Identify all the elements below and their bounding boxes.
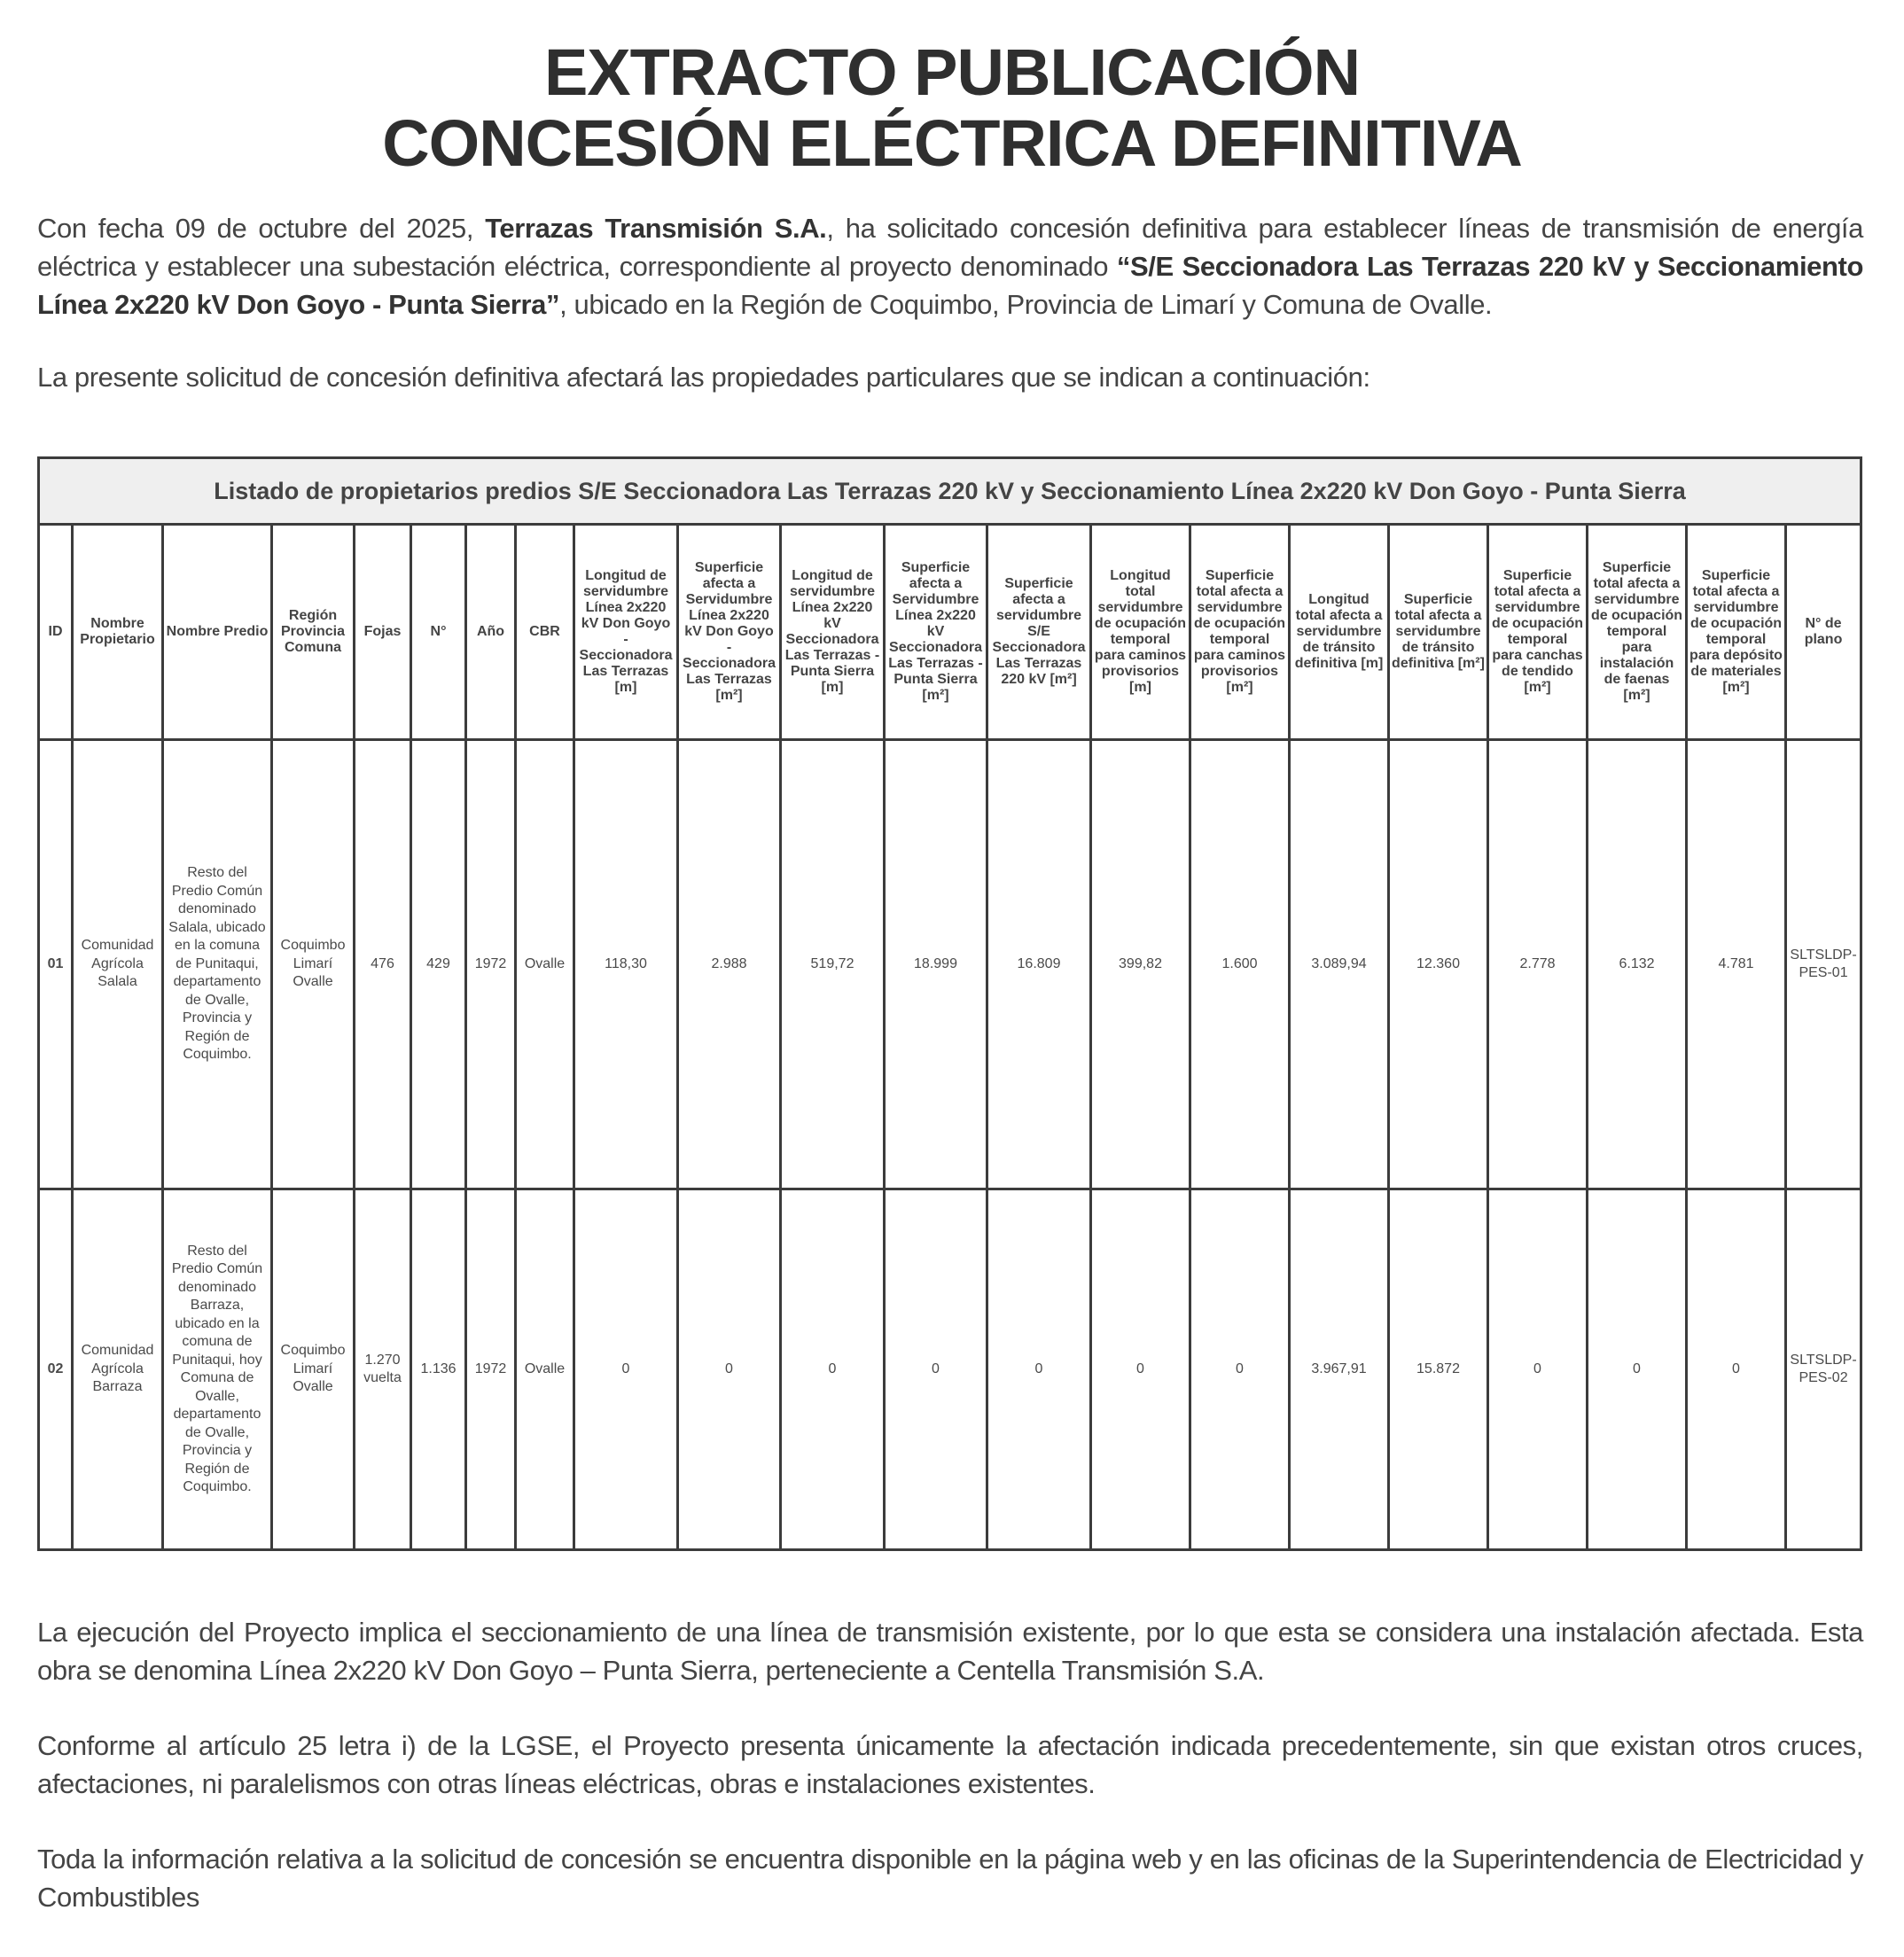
cell-fojas: 476: [355, 740, 411, 1189]
col-header-cbr: CBR: [516, 525, 574, 740]
col-header-propietario: Nombre Propietario: [73, 525, 163, 740]
cell-c3: 0: [781, 1189, 885, 1550]
closing-paragraph-2: Conforme al artículo 25 letra i) de la LGSE, el Proyecto presenta únicamente la afectación indicada precedentemente, sin que existan otros cruces, afectaciones, ni paralelismos con otras líneas eléctricas, obras e instalaciones existentes.: [37, 1730, 1863, 1799]
cell-fojas: 1.270 vuelta: [355, 1189, 411, 1550]
col-header-predio: Nombre Predio: [163, 525, 272, 740]
cell-c7: 1.600: [1190, 740, 1290, 1189]
cell-c4: 18.999: [885, 740, 987, 1189]
table-header-row: [39, 525, 1861, 740]
cell-c6: 399,82: [1091, 740, 1190, 1189]
cell-propietario: Comunidad Agrícola Salala: [73, 740, 163, 1189]
cell-c10: 0: [1488, 1189, 1588, 1550]
col-header-c1: Longitud de servidumbre Línea 2x220 kV Don Goyo - Seccionadora Las Terrazas [m]: [574, 525, 678, 740]
owners-table-wrapper: [37, 456, 1860, 1551]
col-header-c12: Superficie total afecta a servidumbre de ocupación temporal para depósito de materiales [m²]: [1687, 525, 1786, 740]
col-header-c8: Longitud total afecta a servidumbre de tránsito definitiva [m]: [1290, 525, 1389, 740]
cell-c5: 0: [987, 1189, 1091, 1550]
owners-table: [37, 456, 1862, 1551]
company-name: Terrazas Transmisión S.A.: [485, 213, 827, 244]
cell-c7: 0: [1190, 1189, 1290, 1550]
intro-text-1: Con fecha 09 de octubre del 2025,: [37, 213, 486, 244]
table-caption: Listado de propietarios predios S/E Seccionadora Las Terrazas 220 kV y Seccionamiento Línea 2x220 kV Don Goyo - Punta Sierra: [39, 458, 1861, 525]
cell-c9: 12.360: [1389, 740, 1488, 1189]
page-title: [0, 37, 1904, 179]
col-header-numero: N°: [411, 525, 466, 740]
cell-c8: 3.089,94: [1290, 740, 1389, 1189]
cell-c6: 0: [1091, 1189, 1190, 1550]
col-header-c3: Longitud de servidumbre Línea 2x220 kV Seccionadora Las Terrazas - Punta Sierra [m]: [781, 525, 885, 740]
col-header-fojas: Fojas: [355, 525, 411, 740]
cell-c12: 4.781: [1687, 740, 1786, 1189]
cell-ubicacion: Coquimbo Limarí Ovalle: [272, 1189, 355, 1550]
cell-predio: Resto del Predio Común denominado Salala, ubicado en la comuna de Punitaqui, departamento de Ovalle, Provincia y Región de Coquimbo.: [163, 740, 272, 1189]
title-line-2: CONCESIÓN ELÉCTRICA DEFINITIVA: [382, 106, 1522, 180]
cell-plano: SLTSLDP-PES-02: [1786, 1189, 1861, 1550]
cell-c8: 3.967,91: [1290, 1189, 1389, 1550]
cell-c9: 15.872: [1389, 1189, 1488, 1550]
col-header-c2: Superficie afecta a Servidumbre Línea 2x220 kV Don Goyo - Seccionadora Las Terrazas [m²]: [678, 525, 781, 740]
cell-numero: 429: [411, 740, 466, 1189]
intro-text-2: , ha solicitado concesión definitiva para establecer líneas de transmisión de energía eléctrica y establecer una subestación eléctrica, correspondiente al proyecto denominado: [37, 213, 1863, 282]
table-row: [39, 740, 1861, 1189]
intro-text-3: , ubicado en la Región de Coquimbo, Provincia de Limarí y Comuna de Ovalle.: [559, 289, 1493, 320]
col-header-anio: Año: [466, 525, 516, 740]
cell-c11: 0: [1588, 1189, 1687, 1550]
cell-c11: 6.132: [1588, 740, 1687, 1189]
col-header-c5: Superficie afecta a servidumbre S/E Seccionadora Las Terrazas 220 kV [m²]: [987, 525, 1091, 740]
closing-paragraph-1: La ejecución del Proyecto implica el seccionamiento de una línea de transmisión existente, por lo que esta se considera una instalación afectada. Esta obra se denomina Línea 2x220 kV Don Goyo – Punta Sierra, perteneciente a Centella Transmisión S.A.: [37, 1617, 1863, 1686]
col-header-c6: Longitud total servidumbre de ocupación temporal para caminos provisorios [m]: [1091, 525, 1190, 740]
cell-predio: Resto del Predio Común denominado Barraza, ubicado en la comuna de Punitaqui, hoy Comuna de Ovalle, departamento de Ovalle, Provincia y Región de Coquimbo.: [163, 1189, 272, 1550]
col-header-plano: N° de plano: [1786, 525, 1861, 740]
cell-c10: 2.778: [1488, 740, 1588, 1189]
closing-paragraph-3: Toda la información relativa a la solicitud de concesión se encuentra disponible en la página web y en las oficinas de la Superintendencia de Electricidad y Combustibles: [37, 1844, 1863, 1913]
lead-in-paragraph: La presente solicitud de concesión definitiva afectará las propiedades particulares que se indican a continuación:: [37, 362, 1370, 393]
col-header-c7: Superficie total afecta a servidumbre de ocupación temporal para caminos provisorios [m²]: [1190, 525, 1290, 740]
cell-numero: 1.136: [411, 1189, 466, 1550]
table-row: [39, 1189, 1861, 1550]
cell-cbr: Ovalle: [516, 740, 574, 1189]
cell-c1: 0: [574, 1189, 678, 1550]
cell-id: 02: [39, 1189, 73, 1550]
col-header-ubicacion: Región Provincia Comuna: [272, 525, 355, 740]
cell-c1: 118,30: [574, 740, 678, 1189]
col-header-id: ID: [39, 525, 73, 740]
col-header-c9: Superficie total afecta a servidumbre de tránsito definitiva [m²]: [1389, 525, 1488, 740]
cell-c3: 519,72: [781, 740, 885, 1189]
cell-c12: 0: [1687, 1189, 1786, 1550]
cell-id: 01: [39, 740, 73, 1189]
col-header-c11: Superficie total afecta a servidumbre de ocupación temporal para instalación de faenas [m²]: [1588, 525, 1687, 740]
col-header-c10: Superficie total afecta a servidumbre de ocupación temporal para canchas de tendido [m²]: [1488, 525, 1588, 740]
cell-c4: 0: [885, 1189, 987, 1550]
cell-plano: SLTSLDP-PES-01: [1786, 740, 1861, 1189]
cell-propietario: Comunidad Agrícola Barraza: [73, 1189, 163, 1550]
cell-c5: 16.809: [987, 740, 1091, 1189]
col-header-c4: Superficie afecta a Servidumbre Línea 2x220 kV Seccionadora Las Terrazas - Punta Sierra [m²]: [885, 525, 987, 740]
cell-cbr: Ovalle: [516, 1189, 574, 1550]
cell-c2: 0: [678, 1189, 781, 1550]
title-line-1: EXTRACTO PUBLICACIÓN: [543, 35, 1361, 109]
cell-c2: 2.988: [678, 740, 781, 1189]
project-name: “S/E Seccionadora Las Terrazas 220 kV y Seccionamiento Línea 2x220 kV Don Goyo - Punta Sierra”: [37, 251, 1864, 320]
intro-paragraph: [37, 209, 1863, 324]
cell-ubicacion: Coquimbo Limarí Ovalle: [272, 740, 355, 1189]
cell-anio: 1972: [466, 1189, 516, 1550]
cell-anio: 1972: [466, 740, 516, 1189]
